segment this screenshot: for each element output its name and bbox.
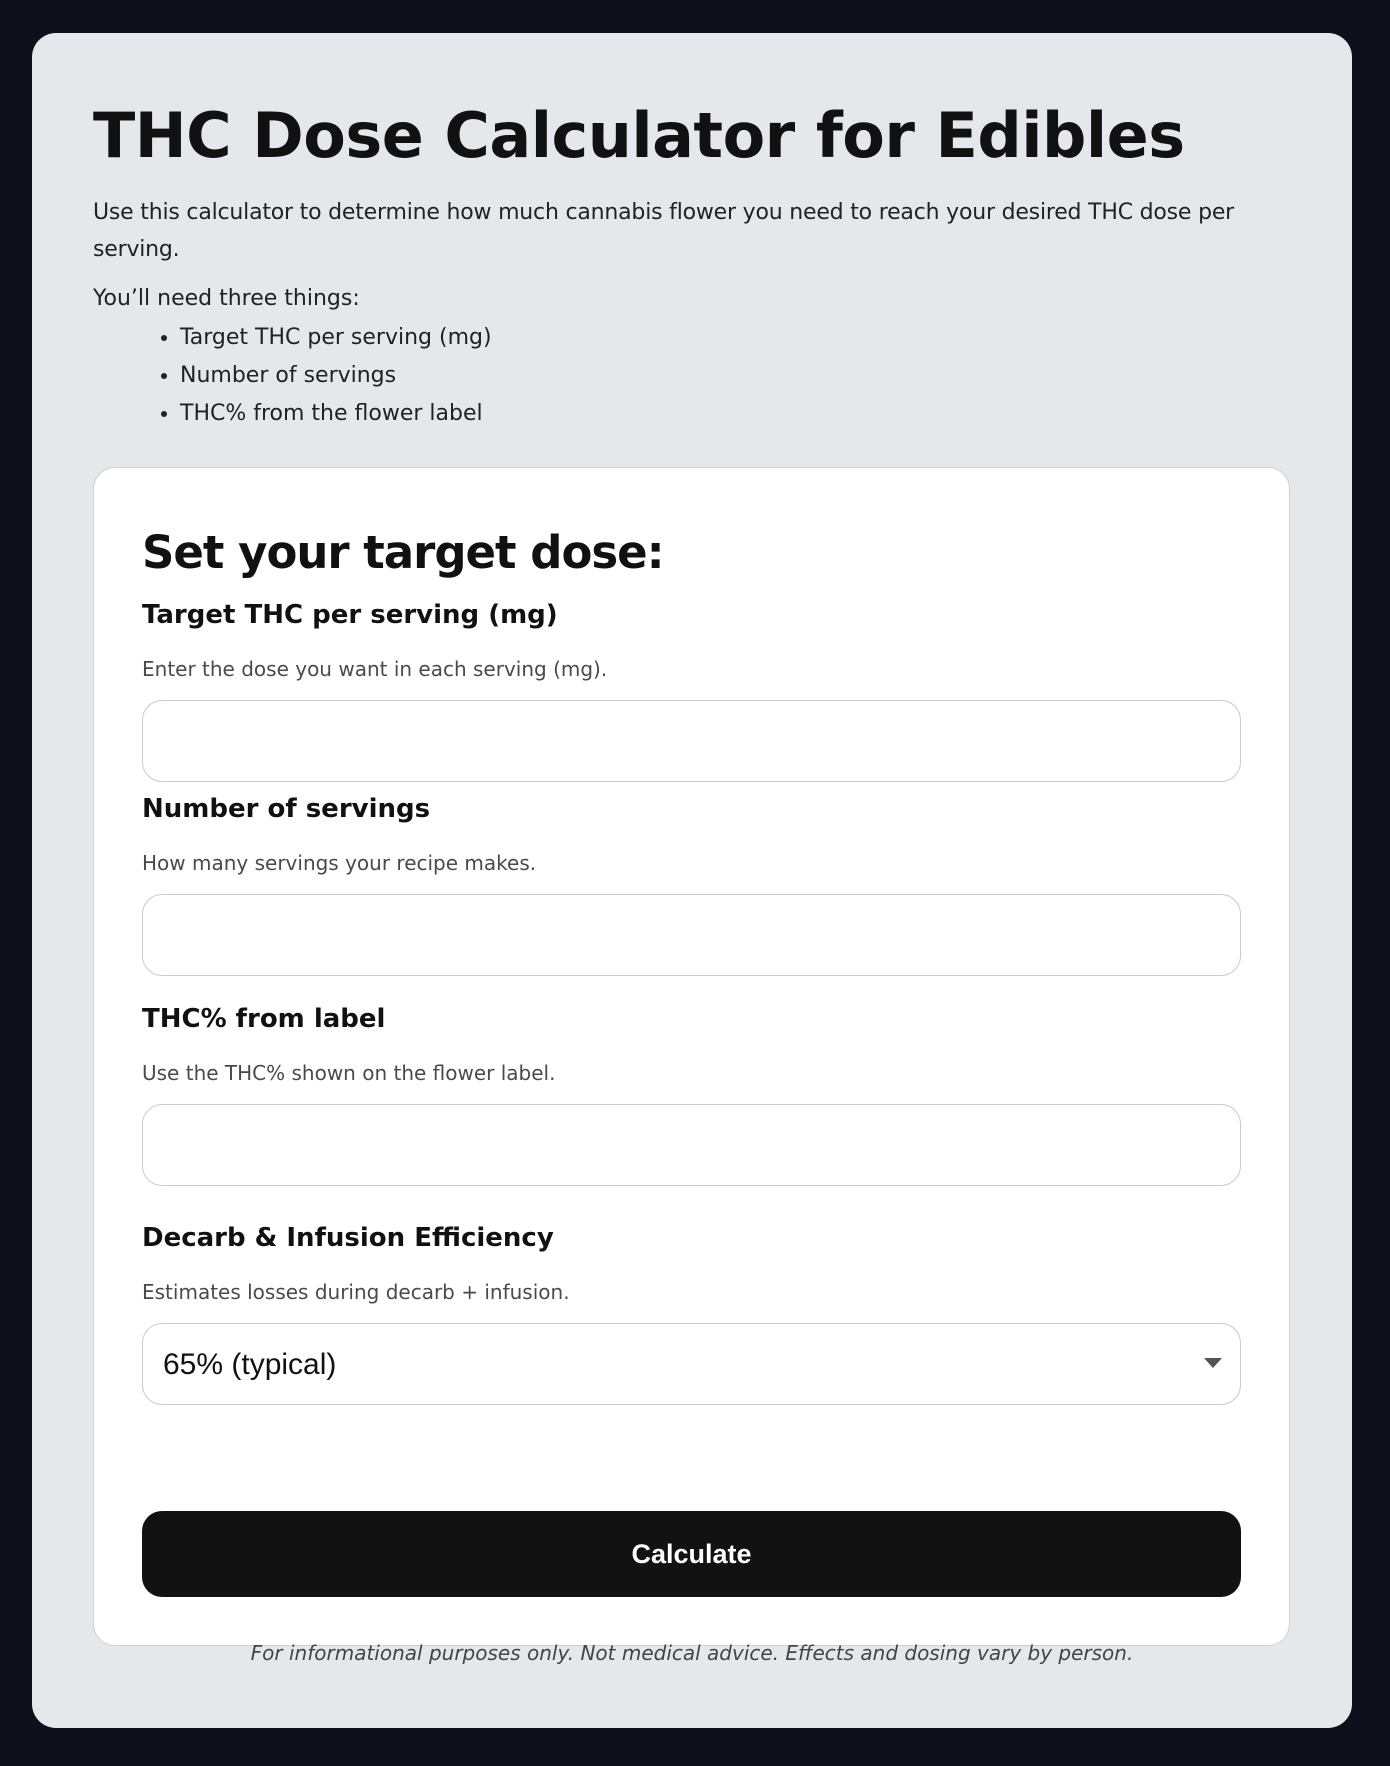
disclaimer: For informational purposes only. Not medical advice. Effects and dosing vary by person. [250,1641,1134,1665]
thc-percent-input[interactable] [142,1104,1241,1186]
calculate-button[interactable]: Calculate [142,1511,1241,1597]
efficiency-field [142,1222,1241,1405]
efficiency-label: Decarb & Infusion Efficiency [142,1223,554,1253]
intro-text: Use this calculator to determine how much cannabis flower you need to reach your desired THC dose per serving. [93,200,1235,263]
needs-item: • Target THC per serving (mg) [180,319,1291,357]
form-title: Set your target dose: [142,526,664,579]
efficiency-selected-value: 65% (typical) [163,1348,337,1381]
servings-input[interactable] [142,894,1241,976]
needs-item: • THC% from the flower label [180,395,1291,433]
servings-field [142,793,1241,976]
servings-label: Number of servings [142,794,431,824]
chevron-down-icon [1204,1358,1222,1368]
needs-item: • Number of servings [180,357,1291,395]
page-title: THC Dose Calculator for Edibles [93,99,1185,172]
thc-percent-label: THC% from label [142,1004,386,1034]
needs-list [93,319,1291,433]
thc-percent-help: Use the THC% shown on the flower label. [142,1061,556,1085]
efficiency-help: Estimates losses during decarb + infusion. [142,1280,570,1304]
target-thc-input[interactable] [142,700,1241,782]
target-thc-field [142,599,1241,782]
calculator-form [93,467,1290,1646]
servings-help: How many servings your recipe makes. [142,851,537,875]
page-card [32,33,1352,1728]
efficiency-select[interactable] [142,1323,1241,1405]
target-thc-label: Target THC per serving (mg) [142,600,558,630]
thc-percent-field [142,1003,1241,1186]
target-thc-help: Enter the dose you want in each serving (mg). [142,657,608,681]
needs-heading: You’ll need three things: [93,286,360,312]
